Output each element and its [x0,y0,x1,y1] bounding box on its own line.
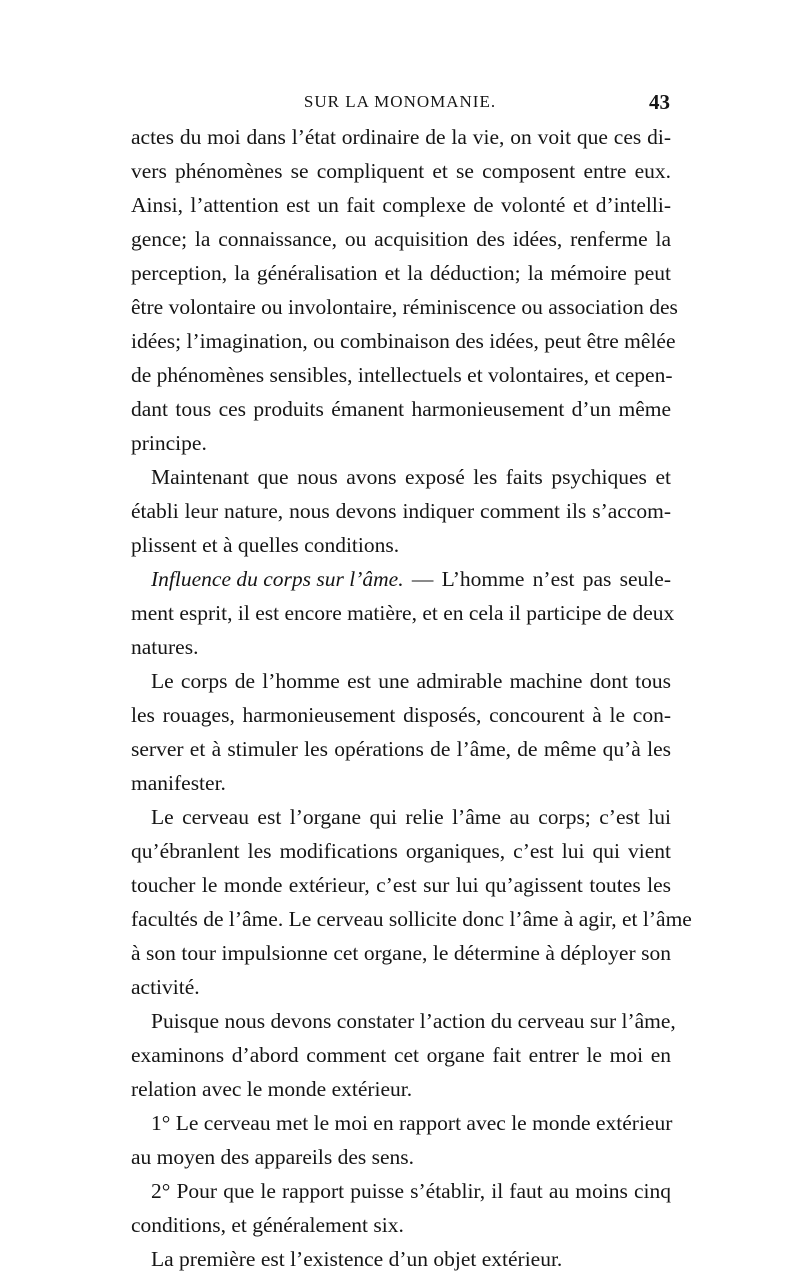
body-text [131,120,692,1276]
text-line: Maintenant que nous avons exposé les faits psychiques et [151,465,671,489]
section-heading: Influence du corps sur l’âme. [151,567,404,591]
text-line: actes du moi dans l’état ordinaire de la vie, on voit que ces di- [131,125,671,149]
text-line: Le cerveau est l’organe qui relie l’âme au corps; c’est lui [151,805,671,829]
text-line: vers phénomènes se compliquent et se composent entre eux. [131,159,671,183]
text-line: idées; l’imagination, ou combinaison des idées, peut être mêlée [131,329,676,353]
text-line: Puisque nous devons constater l’action du cerveau sur l’âme, [151,1009,676,1033]
text-line: conditions, et généralement six. [131,1213,404,1237]
text-line: examinons d’abord comment cet organe fait entrer le moi en [131,1043,671,1067]
text-line: Le corps de l’homme est une admirable machine dont tous [151,669,671,693]
text-line: Ainsi, l’attention est un fait complexe de volonté et d’intelli- [131,193,671,217]
text-line: plissent et à quelles conditions. [131,533,400,557]
text-line: relation avec le monde extérieur. [131,1077,413,1101]
text-line [131,562,671,596]
running-head [130,92,670,118]
text-line: La première est l’existence d’un objet extérieur. [151,1247,563,1271]
text-line: les rouages, harmonieusement disposés, concourent à le con- [131,703,671,727]
text-line: manifester. [131,771,226,795]
text-line: facultés de l’âme. Le cerveau sollicite donc l’âme à agir, et l’âme [131,907,692,931]
running-title: SUR LA MONOMANIE. [303,92,497,111]
text-line: principe. [131,431,207,455]
text-line: qu’ébranlent les modifications organiques, c’est lui qui vient [131,839,671,863]
text-line-rest: — L’homme n’est pas seule- [403,567,671,591]
text-line: 2° Pour que le rapport puisse s’établir, il faut au moins cinq [151,1179,671,1203]
text-line: établi leur nature, nous devons indiquer comment ils s’accom- [131,499,671,523]
text-line: ment esprit, il est encore matière, et en cela il participe de deux [131,601,675,625]
text-line: gence; la connaissance, ou acquisition des idées, renferme la [131,227,671,251]
text-line: perception, la généralisation et la déduction; la mémoire peut [131,261,671,285]
text-line: 1° Le cerveau met le moi en rapport avec le monde extérieur [151,1111,673,1135]
text-line: à son tour impulsionne cet organe, le détermine à déployer son [131,941,671,965]
text-line: dant tous ces produits émanent harmonieusement d’un même [131,397,671,421]
text-line: de phénomènes sensibles, intellectuels et volontaires, et cepen- [131,363,673,387]
text-line: activité. [131,975,200,999]
text-line: être volontaire ou involontaire, réminiscence ou association des [131,295,678,319]
text-line: au moyen des appareils des sens. [131,1145,415,1169]
text-line: server et à stimuler les opérations de l’âme, de même qu’à les [131,737,671,761]
page-number: 43 [649,90,670,114]
text-line: toucher le monde extérieur, c’est sur lui qu’agissent toutes les [131,873,671,897]
text-line: natures. [131,635,199,659]
